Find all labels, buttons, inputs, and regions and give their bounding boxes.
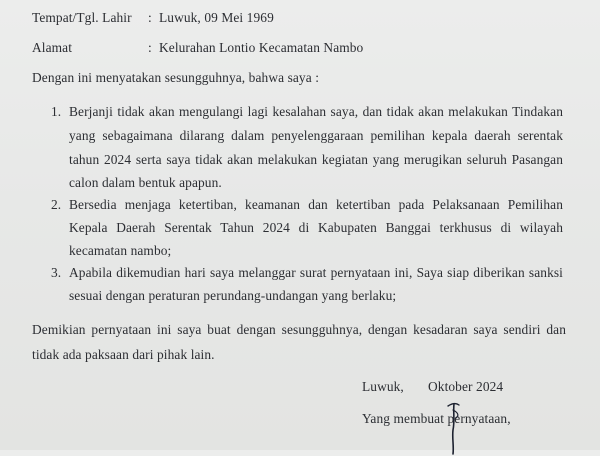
sign-maker-label: Yang membuat pernyataan, [362,411,511,426]
closing-line: tidak ada paksaan dari pihak lain. [32,347,215,362]
item-line: Kepala Daerah Serentak Tahun 2024 di Kabupaten Banggai terkhusus di wilayah [69,220,563,235]
item-line: Berjanji tidak akan mengulangi lagi kesalahan saya, dan tidak akan melakukan Tindakan [69,104,563,119]
intro-statement: Dengan ini menyatakan sesungguhnya, bahwa saya : [32,70,320,85]
item-line: sesuai dengan peraturan perundang-undangan yang berlaku; [69,288,397,303]
item-line: tahun 2024 serta saya tidak akan melakukan kegiatan yang merugikan seluruh Pasangan [69,152,563,167]
item-number: 2. [51,197,62,212]
item-line: kecamatan nambo; [69,243,172,258]
item-line: Bersedia menjaga ketertiban, keamanan dan ketertiban pada Pelaksanaan Pemilihan [69,197,563,212]
address-label: Alamat [32,40,73,55]
signature-mark [434,396,474,456]
address-separator: : [148,40,152,55]
sign-date: Oktober 2024 [428,379,504,394]
birth-label: Tempat/Tgl. Lahir [32,10,132,25]
birth-separator: : [148,10,152,25]
item-number: 1. [51,104,62,119]
item-number: 3. [51,265,62,280]
address-value: Kelurahan Lontio Kecamatan Nambo [159,40,364,55]
item-line: yang sebagaimana dilarang dalam penyelenggaraan pemilihan kepala daerah serentak [69,128,563,143]
birth-value: Luwuk, 09 Mei 1969 [159,10,274,25]
closing-line: Demikian pernyataan ini saya buat dengan sesungguhnya, dengan kesadaran saya sendiri dan [32,322,566,337]
sign-place: Luwuk, [362,379,404,394]
item-line: Apabila dikemudian hari saya melanggar surat pernyataan ini, Saya siap diberikan sanksi [69,265,563,280]
item-line: calon dalam bentuk apapun. [69,175,222,190]
